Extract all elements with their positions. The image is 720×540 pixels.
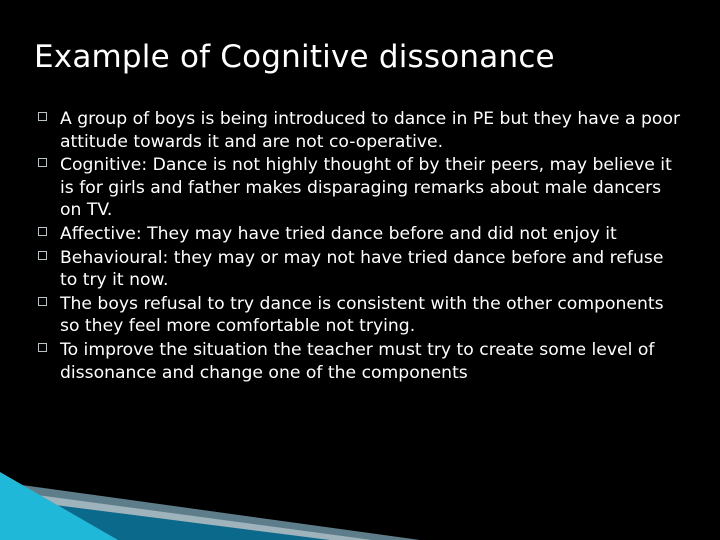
corner-triangles-decoration bbox=[0, 420, 420, 540]
bullet-list bbox=[38, 108, 686, 385]
list-item bbox=[38, 223, 686, 246]
list-item-text: Affective: They may have tried dance before and did not enjoy it bbox=[60, 223, 617, 244]
page-title: Example of Cognitive dissonance bbox=[34, 39, 555, 75]
list-item bbox=[38, 154, 686, 222]
list-item-text: The boys refusal to try dance is consistent with the other components so they feel more comfortable not trying. bbox=[60, 293, 664, 337]
square-bullet-icon bbox=[38, 158, 47, 167]
square-bullet-icon bbox=[38, 227, 47, 236]
square-bullet-icon bbox=[38, 343, 47, 352]
list-item-text: Cognitive: Dance is not highly thought of by their peers, may believe it is for girls and father makes disparaging remarks about male dancers on TV. bbox=[60, 155, 672, 221]
list-item-text: To improve the situation the teacher must try to create some level of dissonance and change one of the components bbox=[60, 339, 655, 383]
list-item bbox=[38, 293, 686, 338]
list-item bbox=[38, 247, 686, 292]
list-item-text: Behavioural: they may or may not have tried dance before and refuse to try it now. bbox=[60, 247, 664, 291]
square-bullet-icon bbox=[38, 297, 47, 306]
list-item bbox=[38, 108, 686, 153]
list-item bbox=[38, 339, 686, 384]
list-item-text: A group of boys is being introduced to dance in PE but they have a poor attitude towards it and are not co-operative. bbox=[60, 109, 681, 152]
square-bullet-icon bbox=[38, 112, 47, 121]
square-bullet-icon bbox=[38, 251, 47, 260]
